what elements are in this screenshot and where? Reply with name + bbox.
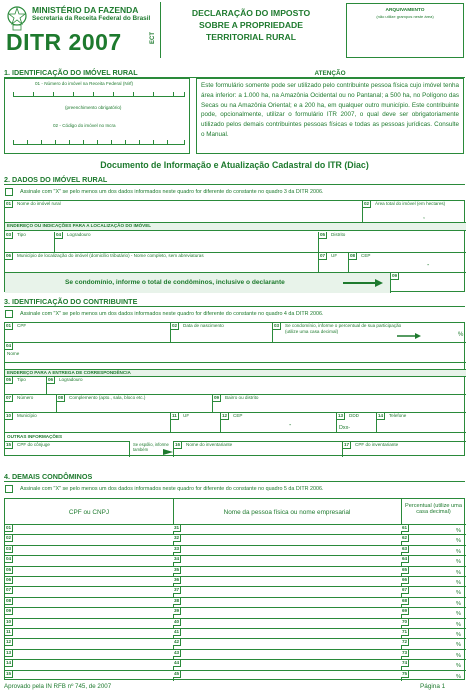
nome-cell[interactable] <box>173 546 401 556</box>
row-number: 13 <box>6 649 12 655</box>
cep-field[interactable]: 08 CEP - <box>349 253 466 273</box>
nome-cell[interactable] <box>173 619 401 629</box>
table-row <box>5 556 466 566</box>
nome-cell[interactable] <box>173 567 401 577</box>
cpf-cnpj-cell[interactable] <box>5 650 173 660</box>
bairro-field[interactable]: 09 Bairro ou distrito <box>213 395 466 413</box>
section-1-title: 1. IDENTIFICAÇÃO DO IMÓVEL RURAL <box>4 68 138 77</box>
percent-sign: % <box>456 673 461 680</box>
table-row <box>5 671 466 681</box>
table-row <box>5 567 466 577</box>
tipo-field[interactable]: 03 Tipo <box>5 232 55 253</box>
percentual-cell[interactable] <box>401 598 466 608</box>
percentual-cell[interactable] <box>401 629 466 639</box>
section-4-title: 4. DEMAIS CONDÔMINOS <box>4 472 93 481</box>
title-line-2: SOBRE A PROPRIEDADE <box>199 20 303 30</box>
row-number: 37 <box>174 587 180 593</box>
imovel-id-box <box>4 78 190 154</box>
percent-sign: % <box>456 663 461 670</box>
percent-sign: % <box>456 652 461 659</box>
percent-sign: % <box>456 559 461 566</box>
section-4-check-text: Assinale com "X" se pelo menos um dos dados informados neste quadro for diferente do constante no quadro 5 da DITR 2006. <box>20 486 324 492</box>
arrow-right-icon <box>163 449 173 455</box>
row-number: 08 <box>6 597 12 603</box>
row-number: 10 <box>6 618 12 624</box>
municipio-field[interactable]: 06 Município de localização do imóvel (domicílio tributário) - Nome completo, sem abreviaturas <box>5 253 319 273</box>
row-number: 15 <box>6 670 12 676</box>
row-number: 61 <box>402 525 408 530</box>
table-row <box>5 639 466 649</box>
address-header: ENDEREÇO OU INDICAÇÕES PARA A LOCALIZAÇÃO DO IMÓVEL <box>5 223 466 231</box>
row-number: 34 <box>174 556 180 562</box>
page-number: Página 1 <box>420 683 446 690</box>
row-number: 33 <box>174 545 180 551</box>
complemento-field[interactable]: 08 Complemento (apto., sala, bloco etc.) <box>57 395 213 413</box>
table-row <box>5 608 466 618</box>
col-nome-header: Nome da pessoa física ou nome empresarial <box>223 509 351 516</box>
cpf-cnpj-cell[interactable] <box>5 546 173 556</box>
numero-field[interactable]: 07 Número <box>5 395 57 413</box>
row-number: 66 <box>402 577 408 582</box>
section-3-form <box>4 322 465 456</box>
arrow-right-icon <box>343 279 383 287</box>
nome-cell[interactable] <box>173 660 401 670</box>
ministry-name: MINISTÉRIO DA FAZENDA <box>32 5 139 15</box>
section-2-title: 2. DADOS DO IMÓVEL RURAL <box>4 175 108 184</box>
row-number: 38 <box>174 597 180 603</box>
row-number: 67 <box>402 587 408 593</box>
row-number: 42 <box>174 639 180 645</box>
percentual-cell[interactable] <box>401 577 466 587</box>
row-number: 72 <box>402 639 408 645</box>
percentual-cell[interactable] <box>401 535 466 545</box>
nome-cell[interactable] <box>173 535 401 545</box>
row-number: 75 <box>402 670 408 676</box>
percent-sign: % <box>456 569 461 576</box>
percent-sign: % <box>456 548 461 555</box>
row-number: 39 <box>174 608 180 614</box>
nome-cell[interactable] <box>173 577 401 587</box>
row-number: 31 <box>174 525 180 530</box>
row-number: 64 <box>402 556 408 562</box>
archive-box <box>346 3 464 58</box>
percent-sign: % <box>456 580 461 586</box>
nome-cell[interactable] <box>173 608 401 618</box>
cpf-cnpj-cell[interactable] <box>5 577 173 587</box>
section-2-check-text: Assinale com "X" se pelo menos um dos dados informados neste quadro for diferente do constante no quadro 3 da DITR 2006. <box>20 189 324 195</box>
area-total-field[interactable]: 02 Área total do imóvel (em hectares) , <box>363 201 466 223</box>
row-number: 70 <box>402 618 408 624</box>
table-row <box>5 598 466 608</box>
participation-field[interactable]: 03 Se condomínio, informe o percentual de sua participação (utilize uma casa decimal) % <box>273 323 466 343</box>
nome-cell[interactable] <box>173 587 401 597</box>
percent-sign: % <box>456 600 461 607</box>
section-3-checkbox[interactable] <box>5 310 13 318</box>
table-row <box>5 660 466 670</box>
ddd-field[interactable]: 13 DDD Dxx- <box>337 413 377 433</box>
nome-imovel-field[interactable]: 01 Nome do imóvel rural <box>5 201 363 223</box>
cpf-cnpj-cell[interactable] <box>5 598 173 608</box>
inventariante-cpf-field[interactable]: 17 CPF do inventariante <box>343 441 466 457</box>
uf-field[interactable]: 07 UF <box>319 253 349 273</box>
other-info-header: OUTRAS INFORMAÇÕES <box>7 434 63 439</box>
percentual-cell[interactable] <box>401 525 466 535</box>
section-4-checkbox[interactable] <box>5 485 13 493</box>
archive-note: (não utilize grampos neste área) <box>376 14 434 19</box>
nome-cell[interactable] <box>173 598 401 608</box>
corr-logradouro-field[interactable]: 06 Logradouro <box>47 377 466 395</box>
col-pct-header: Percentual (utilize uma casa decimal) <box>405 503 462 516</box>
header <box>0 0 469 62</box>
row-number: 04 <box>6 556 12 562</box>
row-number: 71 <box>402 629 408 634</box>
percentual-cell[interactable] <box>401 608 466 618</box>
ddd-note: Dxx- <box>339 425 351 431</box>
row-number: 32 <box>174 535 180 541</box>
incra-label: 02 - Código do imóvel no Incra <box>53 123 116 128</box>
nome-cell[interactable] <box>173 556 401 566</box>
table-row <box>5 650 466 660</box>
cpf-cnpj-cell[interactable] <box>5 660 173 670</box>
row-number: 62 <box>402 535 408 541</box>
row-number: 45 <box>174 670 180 676</box>
logradouro-field[interactable]: 04 Logradouro <box>55 232 319 253</box>
cpf-cnpj-cell[interactable] <box>5 608 173 618</box>
section-2-checkbox[interactable] <box>5 188 13 196</box>
nome-cell[interactable] <box>173 650 401 660</box>
row-number: 05 <box>6 566 12 572</box>
row-number: 44 <box>174 660 180 666</box>
cpf-cnpj-cell[interactable] <box>5 567 173 577</box>
cpf-cnpj-cell[interactable] <box>5 525 173 535</box>
percentual-cell[interactable] <box>401 546 466 556</box>
table-row <box>5 619 466 629</box>
title-line-1: DECLARAÇÃO DO IMPOSTO <box>191 8 311 18</box>
correspondence-header: ENDEREÇO PARA A ENTREGA DE CORRESPONDÊNCIA <box>5 369 466 377</box>
percent-sign: % <box>456 590 461 597</box>
distrito-field[interactable]: 05 Distrito <box>319 232 466 253</box>
percentual-cell[interactable] <box>401 556 466 566</box>
inventariante-nome-field[interactable]: 16 Nome do inventariante <box>173 441 343 457</box>
row-number: 69 <box>402 608 408 614</box>
nome-field[interactable]: 04 Nome <box>5 343 466 363</box>
percentual-cell[interactable] <box>401 567 466 577</box>
condominos-table <box>4 498 465 680</box>
percentual-cell[interactable] <box>401 671 466 681</box>
side-tag: ECT <box>150 32 156 44</box>
row-number: 73 <box>402 649 408 655</box>
table-row <box>5 546 466 556</box>
approval-text: Aprovado pela IN RFB nº 745, de 2007 <box>4 683 112 690</box>
condo-text: Se condomínio, informe o total de condôminos, inclusive o declarante <box>65 279 285 286</box>
title-line-3: TERRITORIAL RURAL <box>206 32 296 42</box>
estate-note: Se espólio, informe também <box>133 442 169 452</box>
percentual-cell[interactable] <box>401 619 466 629</box>
doc-title: Documento de Informação e Atualização Cadastral do ITR (Diac) <box>100 160 369 170</box>
percent-sign: % <box>456 632 461 638</box>
birthdate-field[interactable]: 02 Data de nascimento <box>171 323 273 343</box>
nome-cell[interactable] <box>173 671 401 681</box>
table-row <box>5 525 466 535</box>
conjuge-cpf-field[interactable]: 15 CPF do cônjuge <box>5 441 130 457</box>
condo-count-field[interactable]: 09 <box>390 273 466 293</box>
attention-box <box>196 78 464 154</box>
row-number: 41 <box>174 629 180 634</box>
section-2-form <box>4 200 465 292</box>
row-number: 43 <box>174 649 180 655</box>
row-number: 65 <box>402 566 408 572</box>
nome-cell[interactable] <box>173 639 401 649</box>
table-row <box>5 587 466 597</box>
cpf-cnpj-cell[interactable] <box>5 639 173 649</box>
secretariat-name: Secretaria da Receita Federal do Brasil <box>32 15 151 22</box>
row-number: 09 <box>6 608 12 614</box>
row-number: 40 <box>174 618 180 624</box>
row-number: 36 <box>174 577 180 582</box>
cpf-cnpj-cell[interactable] <box>5 619 173 629</box>
row-number: 07 <box>6 587 12 593</box>
cpf-cnpj-cell[interactable] <box>5 556 173 566</box>
table-row <box>5 577 466 587</box>
archive-title: ARQUIVAMENTO <box>385 8 425 13</box>
row-number: 35 <box>174 566 180 572</box>
nirf-label: 01 - Número do imóvel na Receita Federal (Nirf) <box>35 81 134 86</box>
row-number: 68 <box>402 597 408 603</box>
row-number: 02 <box>6 535 12 541</box>
percent-sign: % <box>456 528 461 534</box>
form-name: DITR 2007 <box>6 29 122 55</box>
corr-cep-field[interactable]: 12 CEP - <box>221 413 337 433</box>
table-row <box>5 629 466 639</box>
percent-sign: % <box>456 621 461 628</box>
row-number: 74 <box>402 660 408 666</box>
section-3-check-text: Assinale com "X" se pelo menos um dos dados informados neste quadro for diferente do constante no quadro 4 da DITR 2006. <box>20 311 324 317</box>
row-number: 12 <box>6 639 12 645</box>
nome-cell[interactable] <box>173 629 401 639</box>
cpf-cnpj-cell[interactable] <box>5 535 173 545</box>
row-number: 03 <box>6 545 12 551</box>
arrow-right-icon <box>397 333 421 339</box>
nome-cell[interactable] <box>173 525 401 535</box>
telefone-field[interactable]: 14 Telefone <box>377 413 466 433</box>
percent-sign: % <box>456 611 461 618</box>
corr-uf-field[interactable]: 11 UF <box>171 413 221 433</box>
row-number: 63 <box>402 545 408 551</box>
cpf-cnpj-cell[interactable] <box>5 671 173 681</box>
nirf-input[interactable] <box>13 89 185 97</box>
percentual-cell[interactable] <box>401 660 466 670</box>
condo-row <box>5 273 390 293</box>
percent-sign: % <box>456 538 461 545</box>
percent-sign: % <box>456 642 461 649</box>
row-number: 14 <box>6 660 12 666</box>
corr-municipio-field[interactable]: 10 Município <box>5 413 171 433</box>
attention-title: ATENÇÃO <box>314 70 346 77</box>
cpf-cnpj-cell[interactable] <box>5 587 173 597</box>
row-number: 06 <box>6 577 12 582</box>
percentual-cell[interactable] <box>401 639 466 649</box>
percentual-cell[interactable] <box>401 587 466 597</box>
attention-text: Este formulário somente pode ser utilizado pelo contribuinte pessoa física cujo imóvel tenha área inferior: a 1.000 ha, na Amazônia Ocidental ou no Pantanal; a 500 ha, no Polígono das Secas ou na Amazônia Oriental; e a 200 ha, em qualquer outro município. Este contribuinte pode, opcionalmente, utilizar o formulário ITR 2007, o qual deve ser obrigatoriamente utilizado pelos demais contribuintes pessoas físicas e todas as pessoas jurídicas. Consulte o Manual. <box>201 82 459 138</box>
corr-tipo-field[interactable]: 05 Tipo <box>5 377 47 395</box>
nirf-note: (preenchimento obrigatório) <box>65 105 122 110</box>
section-3-title: 3. IDENTIFICAÇÃO DO CONTRIBUINTE <box>4 297 138 306</box>
cpf-field[interactable]: 01 CPF <box>5 323 171 343</box>
coat-of-arms-icon <box>6 5 28 31</box>
col-cpf-header: CPF ou CNPJ <box>68 509 110 516</box>
table-row <box>5 535 466 545</box>
condominos-rows <box>5 525 466 681</box>
incra-input[interactable] <box>13 137 185 145</box>
cpf-cnpj-cell[interactable] <box>5 629 173 639</box>
percentual-cell[interactable] <box>401 650 466 660</box>
row-number: 01 <box>6 525 12 530</box>
row-number: 11 <box>6 629 11 634</box>
